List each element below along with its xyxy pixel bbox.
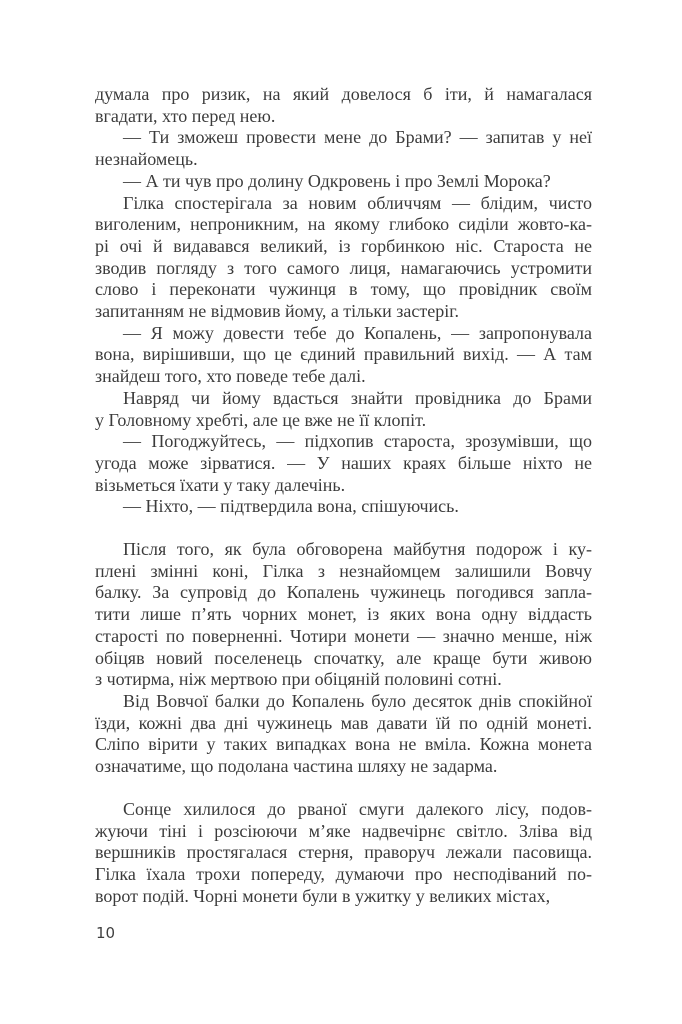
text-line: Гілка спостерігала за новим обличчям — блідим, чисто xyxy=(123,192,592,213)
paragraph xyxy=(95,496,592,518)
text-line: старості по поверненні. Чотири монети — значно менше, ніж xyxy=(95,625,592,646)
paragraph xyxy=(95,431,592,496)
text-line: Сліпо вірити у таких випадках вона не вміла. Кожна монета xyxy=(95,734,592,755)
text-line: з чотирма, ніж мертвою при обіцяній половині сотні. xyxy=(95,669,502,690)
text-line: вона, вирішивши, що це єдиний правильний вихід. — А там xyxy=(95,344,592,365)
text-line: ворот подій. Чорні монети були в ужитку у великих містах, xyxy=(95,885,551,906)
text-line: слово і переконати чужинця в тому, що провідник своїм xyxy=(95,279,592,300)
text-line: візьметься їхати у таку далечінь. xyxy=(95,474,346,495)
paragraph xyxy=(95,323,592,388)
text-line: Гілка їхала трохи попереду, думаючи про несподіваний по- xyxy=(95,863,592,884)
text-line: у Головному хребті, але це вже не її клопіт. xyxy=(95,409,427,430)
text-line: їзди, кожні два дні чужинець мав давати їй по одній монеті. xyxy=(95,712,592,733)
paragraph xyxy=(95,84,592,127)
text-line: — Ніхто, — підтвердила вона, спішуючись. xyxy=(123,496,459,517)
text-line: рі очі й видавався великий, із горбинкою ніс. Староста не xyxy=(95,235,592,256)
text-line: Від Вовчої балки до Копалень було десяток днів спокійної xyxy=(123,690,592,711)
paragraph xyxy=(95,171,592,193)
paragraph xyxy=(95,539,592,691)
page-number: 10 xyxy=(96,924,116,942)
text-line: плені змінні коні, Гілка з незнайомцем залишили Вовчу xyxy=(95,560,592,581)
text-line: вгадати, хто перед нею. xyxy=(95,105,276,126)
paragraph xyxy=(95,127,592,170)
text-line: — Ти зможеш провести мене до Брами? — запитав у неї xyxy=(123,127,592,148)
text-line: запитанням не відмовив йому, а тільки застеріг. xyxy=(95,301,460,322)
paragraph xyxy=(95,799,592,908)
text-line: угода може зірватися. — У наших краях більше ніхто не xyxy=(95,452,592,473)
text-line: обіцяв новий поселенець спочатку, але краще бути живою xyxy=(95,647,592,668)
text-line: Навряд чи йому вдасться знайти провідника до Брами xyxy=(123,387,592,408)
text-line: незнайомець. xyxy=(95,149,198,170)
text-line: жуючи тіні і розсіюючи м’яке надвечірнє світло. Зліва від xyxy=(95,820,592,841)
paragraph xyxy=(95,193,592,323)
paragraph xyxy=(95,388,592,431)
text-line: Після того, як була обговорена майбутня подорож і ку- xyxy=(123,539,592,560)
text-line: Сонце хилилося до рваної смуги далекого лісу, подов- xyxy=(123,798,592,819)
paragraph xyxy=(95,691,592,778)
text-line: вершників простягалася стерня, праворуч лежали пасовища. xyxy=(95,842,592,863)
text-line: зводив погляду з того самого лиця, намагаючись устромити xyxy=(95,257,592,278)
page-text xyxy=(95,84,592,907)
text-line: думала про ризик, на який довелося б іти, й намагалася xyxy=(95,84,592,104)
text-line: виголеним, непроникним, на якому глибоко сиділи жовто-ка- xyxy=(95,214,592,235)
text-line: балку. За супровід до Копалень чужинець погодився запла- xyxy=(95,582,592,603)
text-line: — А ти чув про долину Одкровень і про Землі Морока? xyxy=(123,170,551,191)
text-line: — Погоджуйтесь, — підхопив староста, зрозумівши, що xyxy=(123,431,592,452)
text-line: означатиме, що подолана частина шляху не задарма. xyxy=(95,756,498,777)
text-line: — Я можу довести тебе до Копалень, — запропонувала xyxy=(123,322,592,343)
text-line: знайдеш того, хто поведе тебе далі. xyxy=(95,366,366,387)
text-line: тити лише п’ять чорних монет, із яких вона одну віддасть xyxy=(95,604,592,625)
